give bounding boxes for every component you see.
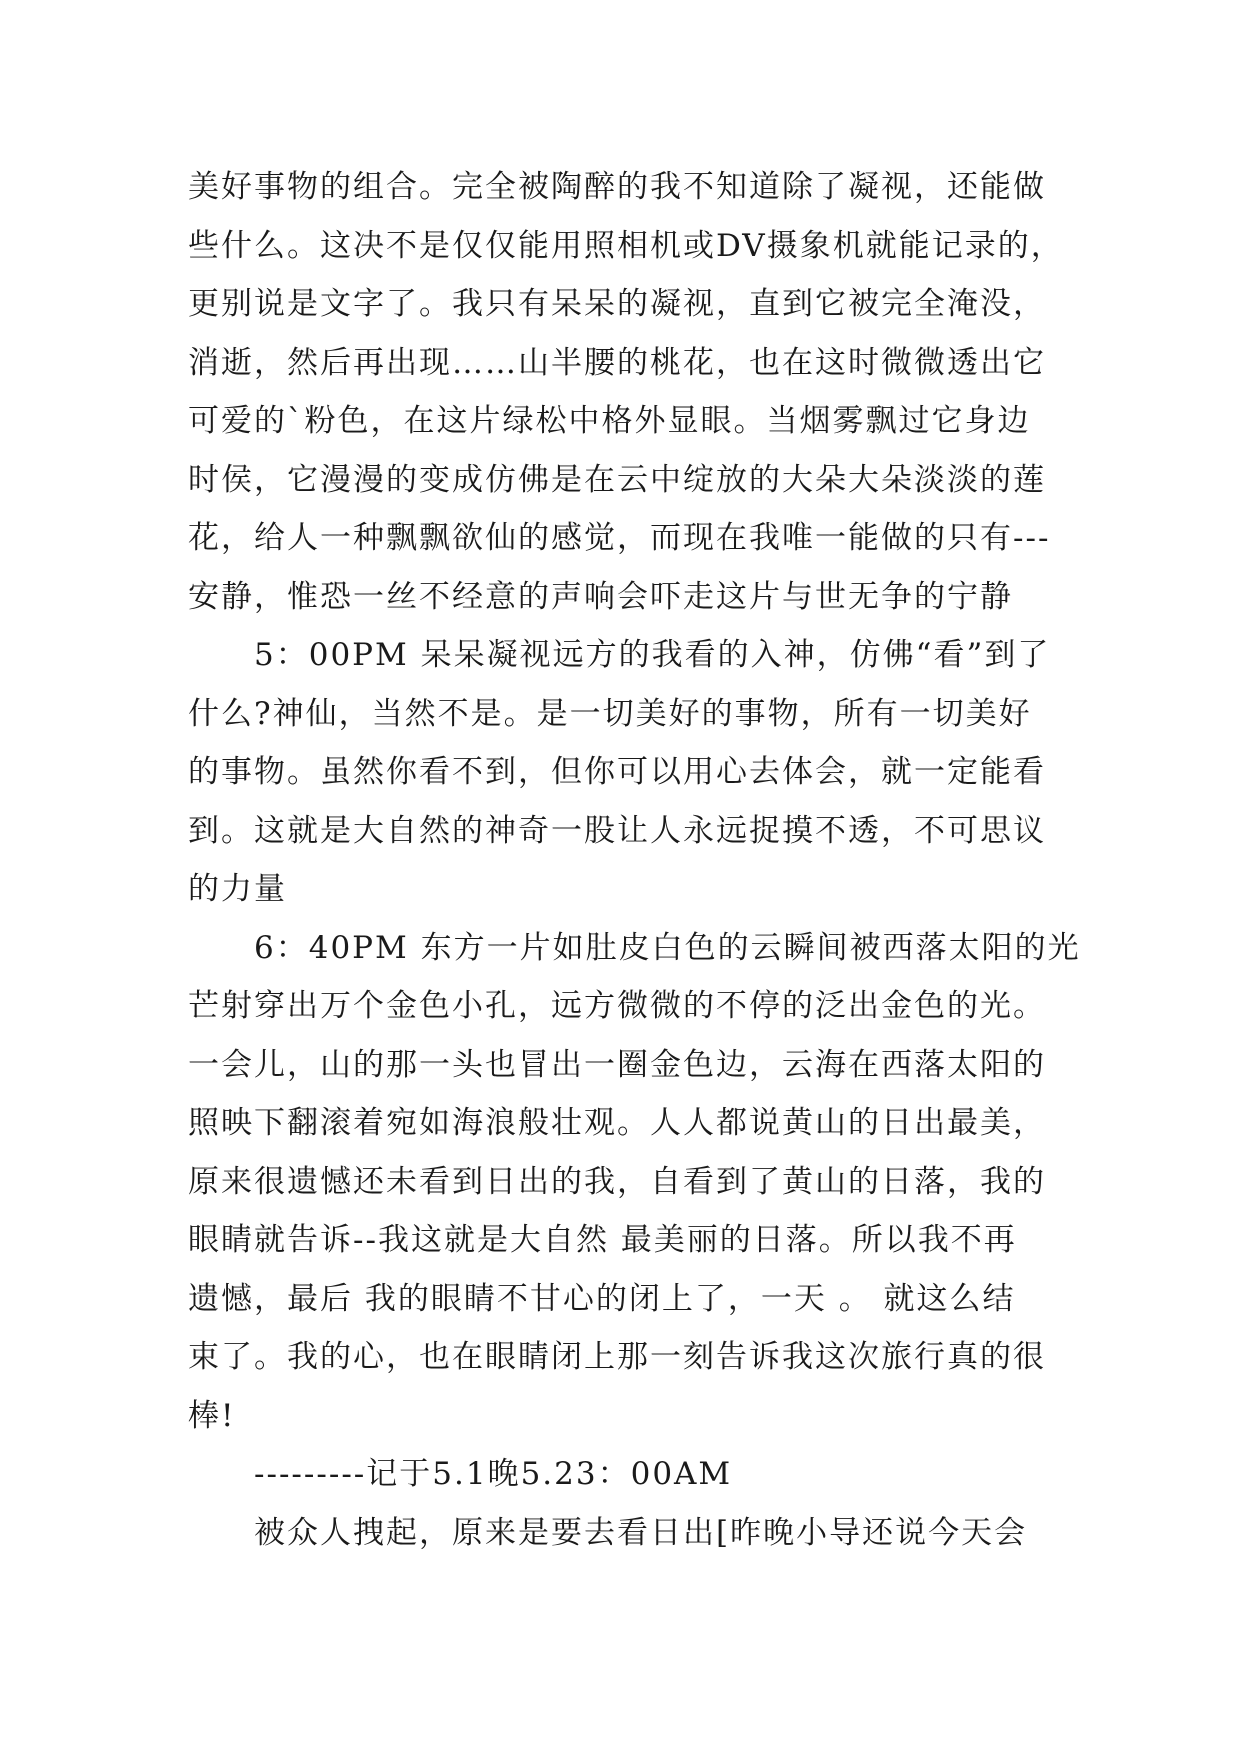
text-line: 原来很遗憾还未看到日出的我，自看到了黄山的日落，我的	[188, 1163, 1046, 1200]
text-line: 更别说是文字了。我只有呆呆的凝视，直到它被完全淹没，	[188, 286, 1046, 322]
text-line: 安静，惟恐一丝不经意的声响会吓走这片与世无争的宁静	[188, 578, 1013, 615]
text-line: 6：40PM 东方一片如肚皮白色的云瞬间被西落太阳的光	[254, 929, 1081, 966]
text-line: 时侯，它漫漫的变成仿佛是在云中绽放的大朵大朵淡淡的莲	[188, 461, 1046, 498]
text-line: 可爱的`粉色，在这片绿松中格外显眼。当烟雾飘过它身边	[188, 403, 1031, 439]
text-line: ---------记于5.1晚5.23：00AM	[254, 1456, 733, 1492]
text-line: 的力量	[188, 871, 287, 907]
text-line: 芒射穿出万个金色小孔，远方微微的不停的泛出金色的光。	[188, 988, 1046, 1024]
text-line: 些什么。这决不是仅仅能用照相机或DV摄象机就能记录的，	[188, 227, 1064, 264]
text-line: 被众人拽起，原来是要去看日出[昨晚小导还说今天会	[254, 1514, 1028, 1551]
text-line: 5：00PM 呆呆凝视远方的我看的入神，仿佛“看”到了	[254, 637, 1051, 673]
text-line: 遗憾，最后 我的眼睛不甘心的闭上了，一天 。 就这么结	[188, 1280, 1016, 1317]
text-line: 到。这就是大自然的神奇一股让人永远捉摸不透，不可思议	[188, 812, 1046, 849]
text-line: 花，给人一种飘飘欲仙的感觉，而现在我唯一能做的只有---	[188, 520, 1051, 556]
text-line: 消逝，然后再出现……山半腰的桃花，也在这时微微透出它	[188, 344, 1046, 381]
text-line: 眼睛就告诉--我这就是大自然 最美丽的日落。所以我不再	[188, 1222, 1017, 1258]
text-line: 束了。我的心，也在眼睛闭上那一刻告诉我这次旅行真的很	[188, 1339, 1046, 1375]
document-body	[188, 158, 1081, 1562]
text-line: 的事物。虽然你看不到，但你可以用心去体会，就一定能看	[188, 754, 1046, 790]
text-line: 美好事物的组合。完全被陶醉的我不知道除了凝视，还能做	[188, 169, 1046, 205]
text-line: 一会儿，山的那一头也冒出一圈金色边，云海在西落太阳的	[188, 1046, 1046, 1083]
text-line: 棒!	[188, 1397, 236, 1434]
text-line: 什么?神仙，当然不是。是一切美好的事物，所有一切美好	[188, 695, 1032, 732]
text-line: 照映下翻滚着宛如海浪般壮观。人人都说黄山的日出最美，	[188, 1105, 1046, 1141]
